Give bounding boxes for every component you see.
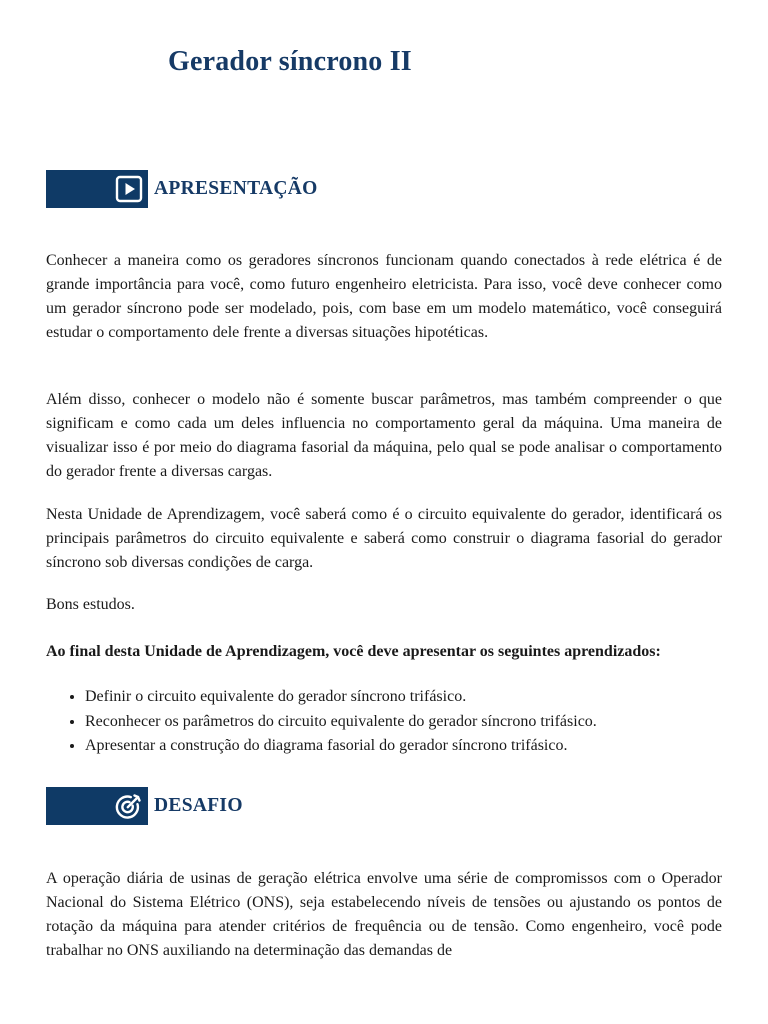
section-header-desafio <box>46 787 243 825</box>
paragraph-closing: Bons estudos. <box>46 596 135 613</box>
list-item: • Apresentar a construção do diagrama fasorial do gerador síncrono trifásico. <box>85 734 735 759</box>
objectives-intro: Ao final desta Unidade de Aprendizagem, você deve apresentar os seguintes aprendizados: <box>46 643 661 660</box>
paragraph-intro: Conhecer a maneira como os geradores síncronos funcionam quando conectados à rede elétrica é de grande importância para você, como futuro engenheiro eletricista. Para isso, você deve conhecer como um gerador síncrono pode ser modelado, pois, com base em um modelo matemático, você conseguirá estudar o comportamento dele frente a diversas situações hipotéticas. <box>46 252 722 341</box>
objectives-list <box>46 685 735 759</box>
paragraph-unit: Nesta Unidade de Aprendizagem, você saberá como é o circuito equivalente do gerador, identificará os principais parâmetros do circuito equivalente e saberá como construir o diagrama fasorial do gerador síncrono sob diversas condições de carga. <box>46 506 722 571</box>
section-title: APRESENTAÇÃO <box>154 178 318 199</box>
section-title: DESAFIO <box>154 795 243 816</box>
list-item: • Reconhecer os parâmetros do circuito equivalente do gerador síncrono trifásico. <box>85 710 735 735</box>
section-header-bar <box>46 170 148 208</box>
list-item: • Definir o circuito equivalente do gerador síncrono trifásico. <box>85 685 735 710</box>
paragraph-desafio: A operação diária de usinas de geração elétrica envolve uma série de compromissos com o Operador Nacional do Sistema Elétrico (ONS), seja estabelecendo níveis de tensões ou ajustando os pontos de rotação da máquina para atender critérios de frequência ou de tensão. Como engenheiro, você pode trabalhar no ONS auxiliando na determinação das demandas de <box>46 870 722 959</box>
paragraph-model: Além disso, conhecer o modelo não é somente buscar parâmetros, mas também compreender o que significam e como cada um deles influencia no comportamento geral da máquina. Uma maneira de visualizar isso é por meio do diagrama fasorial da máquina, pelo qual se pode analisar o comportamento do gerador frente a diversas cargas. <box>46 391 722 480</box>
page-title: Gerador síncrono II <box>168 46 412 77</box>
section-header-bar <box>46 787 148 825</box>
section-header-apresentacao <box>46 170 318 208</box>
